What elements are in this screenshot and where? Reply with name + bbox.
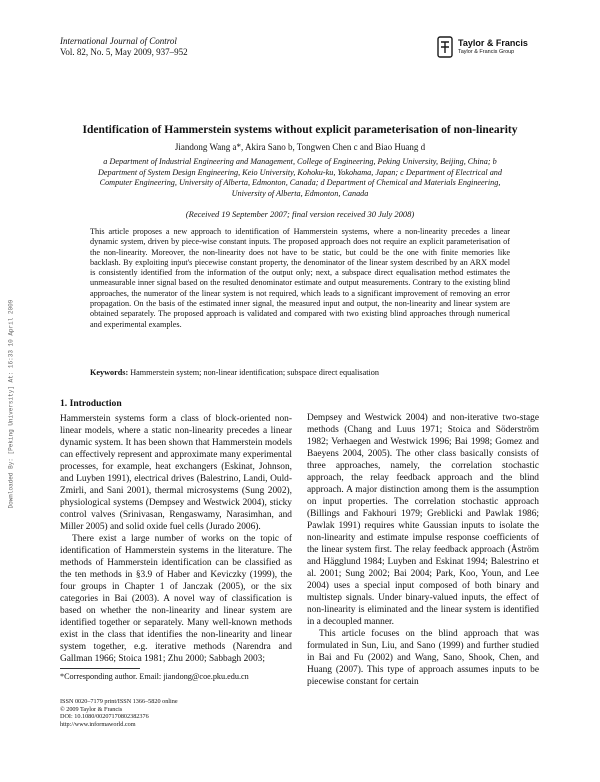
paragraph: Dempsey and Westwick 2004) and non-iterative two-stage methods (Chang and Luus 1971; Stoica and Söderström 1982; Verhaegen and Westwick 1996; Bai 1998; Gomez and Baeyens 2004, 2005). The other class basically consists of three approaches, namely, the correlation stochastic approach, the relay feedback approach and the blind approach. A major distinction among them is the assumption on input properties. The correlation stochastic approach (Billings and Fakhouri 1979; Greblicki and Pawlak 1986; Pawlak 1991) requires white Gaussian inputs to isolate the non-linearity and estimate impulse response coefficients of the linear system first. The relay feedback approach (Åström and Hägglund 1984; Luyben and Eskinat 1994; Balestrino et al. 2001; Sung 2002; Bai 2004; Park, Koo, Youn, and Lee 2004) uses a special input composed of both binary and multistep signals. Under binary-valued inputs, the effect of non-linearity is eliminated and the linear system is identified in a decoupled manner. bbox=[307, 413, 539, 627]
copyright: © 2009 Taylor & Francis bbox=[60, 705, 123, 713]
article-title: Identification of Hammerstein systems without explicit parameterisation of non-linearity bbox=[82, 124, 518, 136]
publisher-logo bbox=[436, 36, 540, 62]
download-watermark bbox=[6, 280, 16, 510]
received-text: (Received 19 September 2007; final version received 30 July 2008) bbox=[185, 209, 415, 219]
body-column-left bbox=[60, 398, 292, 665]
paragraph: This article focuses on the blind approach that was formulated in Sun, Liu, and Sano (1999) and further studied in Bai and Fu (2002) and Wang, Sano, Shook, Chen, and Huang (2007). This type of approach assumes inputs to be piecewise constant for certain bbox=[307, 629, 539, 687]
publisher-logo-icon bbox=[436, 36, 454, 58]
body-column-right bbox=[307, 412, 539, 688]
volume-line: Vol. 82, No. 5, May 2009, 937–952 bbox=[60, 47, 188, 57]
keywords-list: Hammerstein system; non-linear identification; subspace direct equalisation bbox=[130, 368, 379, 377]
publication-info bbox=[60, 698, 178, 728]
abstract: This article proposes a new approach to identification of Hammerstein systems, where a non-linearity precedes a linear dynamic system, driven by piece-wise constant inputs. The proposed approach does not require an explicit parameterisation of the non-linearity. Moreover, the non-linearity does not have to be static, but could be the one with finite memories like backlash. By exploiting input's piecewise constant property, the denominator of the linear system described by an ARX model is consistently identified from the information of the output only; next, a subspace direct equalisation method estimates the unmeasurable inner signal based on the resulted denominator estimate and output measurements. Contrary to the existing blind approaches, the numerator of the linear system is not required, which leads to a significant improvement of removing an error propagation. On the basis of the estimated inner signal, the measured input and output, the non-linearity and linear system are obtained separately. The proposed approach is validated and compared with two existing blind approaches through numerical and experimental examples. bbox=[90, 227, 510, 329]
paragraph: There exist a large number of works on the topic of identification of Hammerstein systems in the literature. The methods of Hammerstein identification can be classified as the ten methods in §3.9 of Haber and Keviczky (1999), the four groups in Chapter 1 of Janczak (2005), or the six categories in Bai (2003). A novel way of classification is based on whether the non-linearity and linear system are identified together or separately. Many well-known methods exist in the class that identifies the non-linearity and linear system together, e.g. iterative methods (Narendra and Gallman 1966; Stoica 1981; Zhu 2000; Sabbagh 2003; bbox=[60, 534, 292, 664]
journal-title: International Journal of Control bbox=[60, 36, 177, 46]
keywords-label: Keywords: bbox=[90, 368, 129, 377]
affiliations: a Department of Industrial Engineering and Management, College of Engineering, Peking University, Beijing, China; b Department of System Design Engineering, Keio University, Kohoku-ku, Yokohama, Japan; c Department of Electrical and Computer Engineering, University of Alberta, Edmonton, Canada; d Department of Chemical and Materials Engineering, University of Alberta, Edmonton, Canada bbox=[98, 157, 502, 198]
corresponding-author: *Corresponding author. Email: jiandong@coe.pku.edu.cn bbox=[60, 672, 249, 681]
publisher-url: http://www.informaworld.com bbox=[60, 720, 136, 728]
authors: Jiandong Wang a*, Akira Sano b, Tongwen Chen c and Biao Huang d bbox=[174, 142, 426, 152]
keywords bbox=[90, 368, 510, 377]
publisher-group: Taylor & Francis Group bbox=[458, 49, 515, 55]
paragraph: Hammerstein systems form a class of block-oriented non-linear models, where a static non-linearity precedes a linear dynamic system. It has been shown that Hammerstein models can effectively represent and approximate many experimental processes, for example, heat exchangers (Eskinat, Johnson, and Luyben 1991), electrical drives (Balestrino, Landi, Ould-Zmirli, and Sani 2001), thermal microsystems (Sung 2002), physiological systems (Dempsey and Westwick 2004), sticky control valves (Srinivasan, Rengaswamy, Narasimhan, and Miller 2005) and solid oxide fuel cells (Jurado 2006). bbox=[60, 414, 292, 532]
footnote-divider bbox=[60, 668, 140, 669]
issn: ISSN 0020–7179 print/ISSN 1366–5820 online bbox=[60, 698, 178, 705]
download-watermark-text: Downloaded By: [Peking University] At: 16:33 10 April 2009 bbox=[7, 299, 15, 509]
journal-header bbox=[60, 36, 188, 58]
publisher-name: Taylor & Francis bbox=[458, 38, 528, 48]
received-dates bbox=[40, 209, 560, 219]
doi: DOI: 10.1080/00207170802382376 bbox=[60, 713, 149, 721]
section-heading: 1. Introduction bbox=[60, 398, 122, 409]
